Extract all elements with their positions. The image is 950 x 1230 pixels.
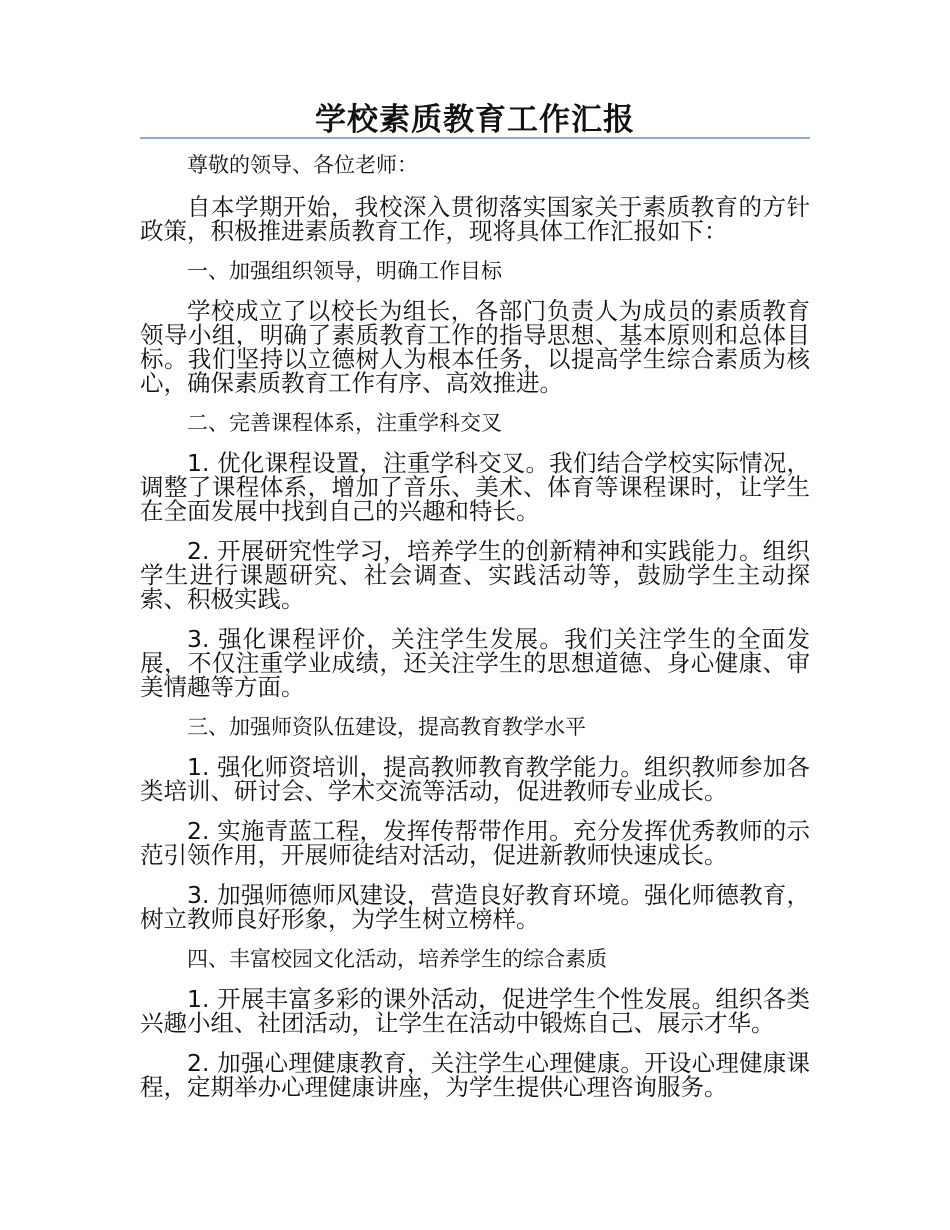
section-4-item-2: 2. 加强心理健康教育，关注学生心理健康。开设心理健康课程，定期举办心理健康讲座，为学生提供心理咨询服务。 [140, 1049, 810, 1101]
section-1-paragraph: 学校成立了以校长为组长，各部门负责人为成员的素质教育领导小组，明确了素质教育工作的指导思想、基本原则和总体目标。我们坚持以立德树人为根本任务，以提高学生综合素质为核心，确保素质教育工作有序、高效推进。 [140, 297, 810, 397]
section-3-item-2: 2. 实施青蓝工程，发挥传帮带作用。充分发挥优秀教师的示范引领作用，开展师徒结对活动，促进新教师快速成长。 [140, 817, 810, 869]
section-3-item-3: 3. 加强师德师风建设，营造良好教育环境。强化师德教育，树立教师良好形象，为学生树立榜样。 [140, 881, 810, 933]
intro-paragraph: 自本学期开始，我校深入贯彻落实国家关于素质教育的方针政策，积极推进素质教育工作，现将具体工作汇报如下： [140, 193, 810, 245]
salutation: 尊敬的领导、各位老师： [187, 153, 418, 177]
section-4-heading: 四、丰富校园文化活动，培养学生的综合素质 [187, 947, 607, 971]
document-page [140, 100, 810, 1099]
section-2-item-3: 3. 强化课程评价，关注学生发展。我们关注学生的全面发展，不仅注重学业成绩，还关注学生的思想道德、身心健康、审美情趣等方面。 [140, 625, 810, 701]
document-title: 学校素质教育工作汇报 [315, 102, 635, 138]
section-2-item-2: 2. 开展研究性学习，培养学生的创新精神和实践能力。组织学生进行课题研究、社会调查、实践活动等，鼓励学生主动探索、积极实践。 [140, 537, 810, 613]
section-3-heading: 三、加强师资队伍建设，提高教育教学水平 [187, 715, 586, 739]
section-2-item-1: 1. 优化课程设置，注重学科交叉。我们结合学校实际情况，调整了课程体系，增加了音乐、美术、体育等课程课时，让学生在全面发展中找到自己的兴趣和特长。 [140, 449, 810, 525]
section-4-item-1: 1. 开展丰富多彩的课外活动，促进学生个性发展。组织各类兴趣小组、社团活动，让学生在活动中锻炼自己、展示才华。 [140, 985, 810, 1037]
section-1-heading: 一、加强组织领导，明确工作目标 [187, 259, 502, 283]
section-3-item-1: 1. 强化师资培训，提高教师教育教学能力。组织教师参加各类培训、研讨会、学术交流等活动，促进教师专业成长。 [140, 753, 810, 805]
section-2-heading: 二、完善课程体系，注重学科交叉 [187, 411, 502, 435]
